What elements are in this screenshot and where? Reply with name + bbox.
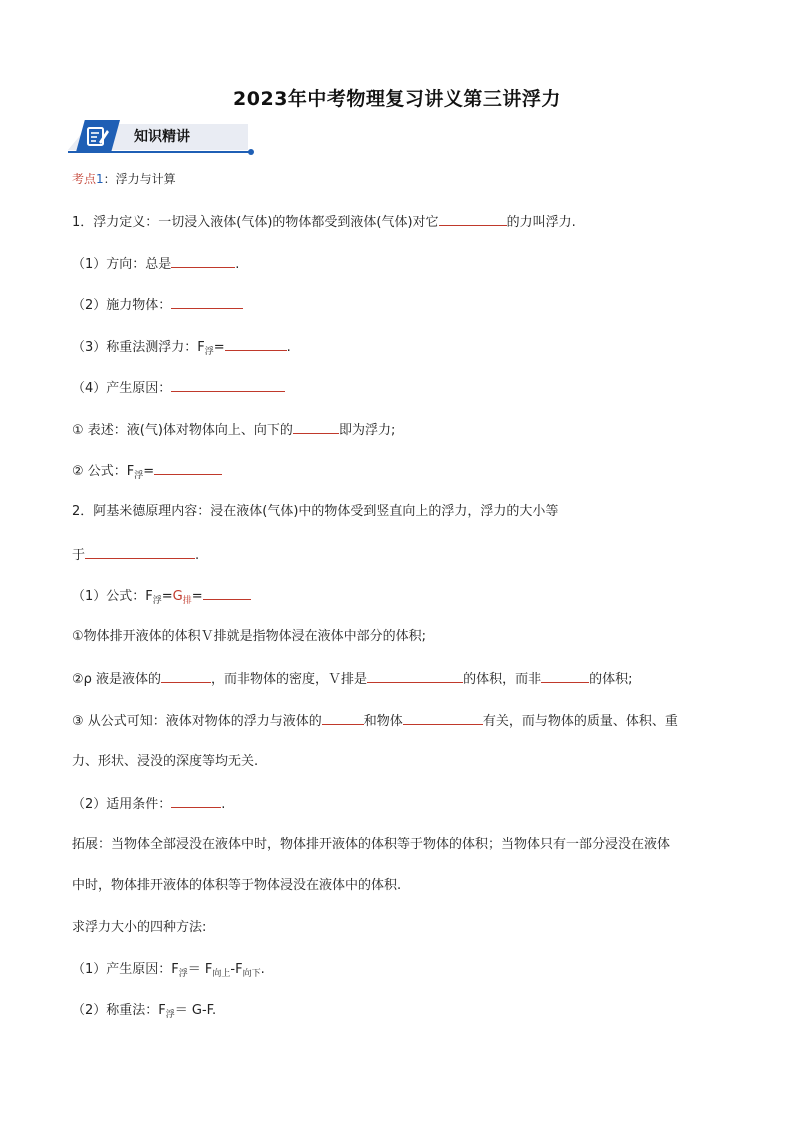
text-span: 拓展：当物体全部浸没在液体中时，物体排开液体的体积等于物体的体积；当物体只有一部分浸没在液体 — [72, 837, 671, 852]
subscript: 向上 — [212, 969, 231, 979]
text-span: ，而非物体的密度，Ｖ排是 — [211, 672, 368, 687]
text-span: . — [260, 962, 265, 977]
formula-line — [72, 461, 222, 485]
extension-line — [72, 836, 670, 854]
text-span: （1）方向：总是 — [72, 257, 172, 272]
fill-blank[interactable] — [403, 711, 483, 725]
methods-heading — [72, 919, 206, 937]
text-span: ②ρ 液是液体的 — [72, 672, 162, 687]
text-span: 的力叫浮力. — [506, 215, 576, 230]
cause-line — [72, 378, 285, 398]
subscript: 浮 — [134, 471, 144, 481]
text-span: ① 表述：液(气)体对物体向上、向下的 — [72, 423, 293, 438]
applier-line — [72, 295, 243, 315]
text-span: （2）称重法：F — [72, 1003, 166, 1018]
text-span: 于 — [72, 548, 86, 563]
fill-blank[interactable] — [171, 254, 235, 268]
text-span: 力、形状、浸没的深度等均无关. — [72, 754, 259, 769]
text-span: （1）公式：F — [72, 589, 153, 604]
text-span: 即为浮力; — [338, 423, 396, 438]
kaodian-number: 1 — [96, 172, 104, 186]
fill-blank[interactable] — [171, 378, 285, 392]
kaodian-prefix: 考点 — [72, 172, 97, 186]
archimedes-formula-line — [72, 586, 251, 610]
text-span: 求浮力大小的四种方法: — [72, 920, 207, 935]
page-title: 2023年中考物理复习讲义第三讲浮力 — [233, 88, 561, 110]
text-span: （2）适用条件： — [72, 797, 172, 812]
fill-blank[interactable] — [171, 295, 243, 309]
section-banner — [68, 120, 254, 158]
banner-underline-dot — [248, 149, 254, 155]
fill-blank[interactable] — [161, 669, 211, 683]
archimedes-line-cont — [72, 545, 199, 565]
text-span: . — [221, 797, 226, 812]
text-span: ①物体排开液体的体积Ｖ排就是指物体浸在液体中部分的体积; — [72, 629, 427, 644]
text-span: = — [191, 589, 203, 604]
text-span: ＝ G-F. — [174, 1003, 217, 1018]
text-span: 有关，而与物体的质量、体积、重 — [482, 714, 678, 729]
method-weighing-line — [72, 1002, 216, 1024]
text-span: （1）产生原因：F — [72, 962, 179, 977]
volume-note-line — [72, 628, 426, 646]
archimedes-line — [72, 503, 558, 521]
text-span: 的体积，而非 — [463, 672, 542, 687]
fill-blank[interactable] — [367, 669, 463, 683]
text-span: . — [195, 548, 200, 563]
text-span: （2）施力物体： — [72, 298, 172, 313]
text-span: ＝ F — [187, 962, 213, 977]
subscript: 浮 — [178, 969, 188, 979]
fill-blank[interactable] — [293, 420, 339, 434]
text-span: = — [213, 340, 225, 355]
text-span: . — [286, 340, 291, 355]
weighing-method-line — [72, 337, 291, 361]
fill-blank[interactable] — [225, 337, 287, 351]
text-span: 的体积; — [589, 672, 633, 687]
subscript: 浮 — [204, 347, 214, 357]
fill-blank[interactable] — [203, 586, 251, 600]
text-span: （4）产生原因： — [72, 381, 172, 396]
dependency-line-cont — [72, 753, 258, 771]
subscript: 浮 — [152, 596, 162, 606]
definition-line — [72, 212, 576, 232]
kaodian-text: ：浮力与计算 — [103, 172, 176, 186]
fill-blank[interactable] — [541, 669, 589, 683]
direction-line — [72, 254, 239, 274]
text-span: G — [172, 589, 183, 604]
text-span: ② 公式：F — [72, 464, 135, 479]
text-span: = — [161, 589, 173, 604]
dependency-line — [72, 711, 678, 731]
text-span: 2．阿基米德原理内容：浸在液体(气体)中的物体受到竖直向上的浮力，浮力的大小等 — [72, 504, 559, 519]
kaodian-heading — [72, 170, 176, 188]
text-span: . — [235, 257, 240, 272]
text-span: -F — [230, 962, 243, 977]
text-span: ③ 从公式可知：液体对物体的浮力与液体的 — [72, 714, 322, 729]
statement-line — [72, 420, 395, 440]
fill-blank[interactable] — [154, 461, 222, 475]
text-span: 中时，物体排开液体的体积等于物体浸没在液体中的体积. — [72, 878, 402, 893]
banner-label: 知识精讲 — [134, 129, 190, 145]
text-span: 和物体 — [363, 714, 403, 729]
text-span: （3）称重法测浮力：F — [72, 340, 205, 355]
text-span: 1．浮力定义：一切浸入液体(气体)的物体都受到液体(气体)对它 — [72, 215, 439, 230]
condition-line — [72, 794, 225, 814]
fill-blank[interactable] — [171, 794, 221, 808]
subscript: 浮 — [165, 1010, 175, 1020]
notepad-pen-icon — [86, 125, 110, 147]
text-span: = — [143, 464, 155, 479]
subscript: 排 — [182, 596, 192, 606]
method-cause-line — [72, 961, 265, 983]
subscript: 向下 — [242, 969, 261, 979]
banner-underline — [68, 151, 250, 153]
density-note-line — [72, 669, 632, 689]
fill-blank[interactable] — [85, 545, 195, 559]
fill-blank[interactable] — [439, 212, 507, 226]
fill-blank[interactable] — [322, 711, 364, 725]
extension-line-cont — [72, 877, 401, 895]
